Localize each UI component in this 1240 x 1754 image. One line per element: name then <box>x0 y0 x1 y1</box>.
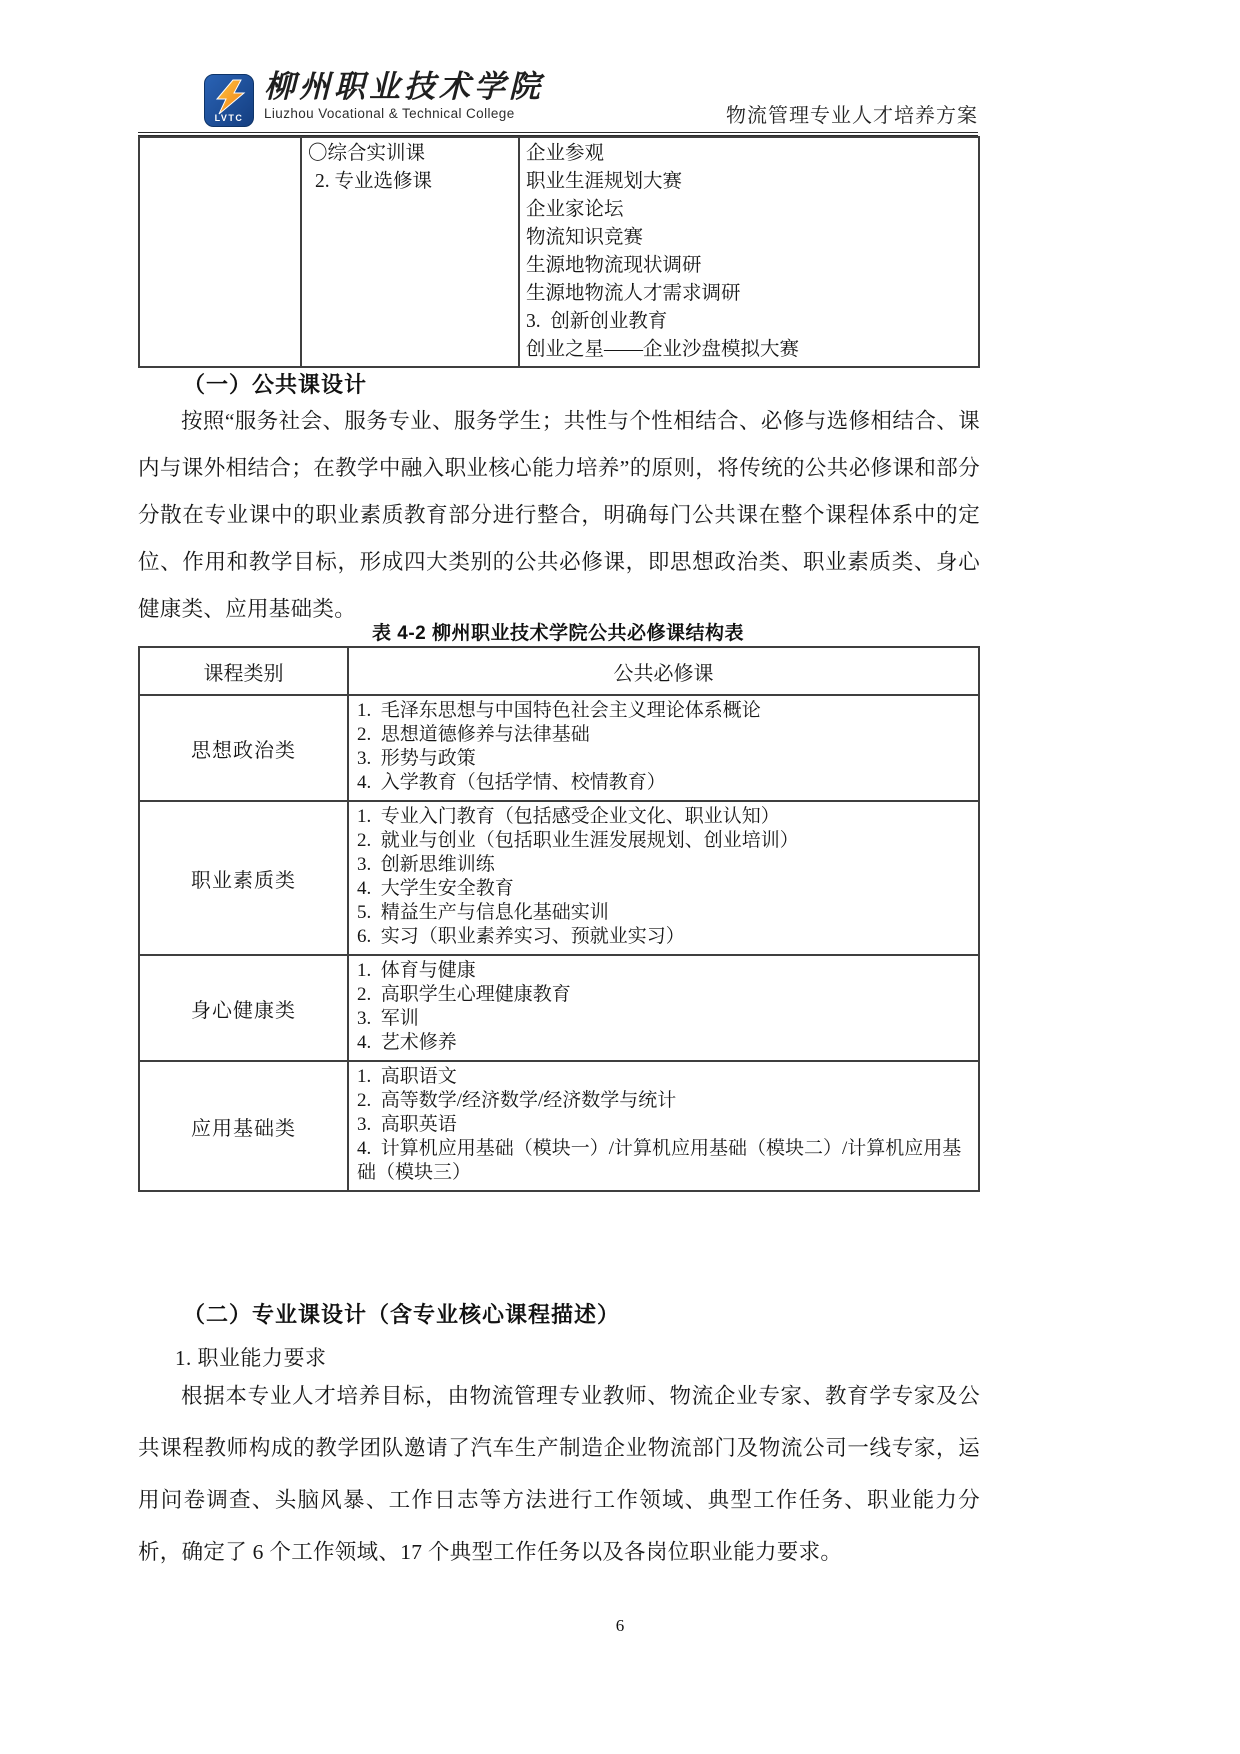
courses-cell <box>348 801 979 955</box>
course-line: 1. 体育与健康 <box>357 960 476 981</box>
table-row <box>139 955 979 1061</box>
table-row <box>139 695 979 801</box>
category-cell: 应用基础类 <box>139 1061 348 1191</box>
course-line: 企业家论坛 <box>526 199 624 220</box>
table-row <box>139 137 979 367</box>
course-line: 企业参观 <box>526 143 605 164</box>
course-line: 3. 创新思维训练 <box>357 854 495 875</box>
college-logo-icon <box>204 74 254 127</box>
category-cell: 思想政治类 <box>139 695 348 801</box>
column-header: 公共必修课 <box>348 647 979 695</box>
course-line: 1. 毛泽东思想与中国特色社会主义理论体系概论 <box>357 700 761 721</box>
course-line: 物流知识竞赛 <box>526 227 644 248</box>
table-row <box>139 1061 979 1191</box>
empty-cell <box>139 137 301 367</box>
course-line: 2. 高等数学/经济数学/经济数学与统计 <box>357 1090 677 1111</box>
category-cell: 身心健康类 <box>139 955 348 1061</box>
courses-cell <box>348 955 979 1061</box>
college-name-en: Liuzhou Vocational & Technical College <box>264 106 515 121</box>
table-row <box>139 801 979 955</box>
section2-paragraph: 根据本专业人才培养目标，由物流管理专业教师、物流企业专家、教育学专家及公共课程教师构成的教学团队邀请了汽车生产制造企业物流部门及物流公司一线专家，运用问卷调查、头脑风暴、工作日志等方法进行工作领域、典型工作任务、职业能力分析，确定了 6 个工作领域、17 个典型工作任务以及各岗位职业能力要求。 <box>138 1384 980 1564</box>
course-line: 3. 军训 <box>357 1008 419 1029</box>
table-header-row <box>139 647 979 695</box>
course-type-line: 2. 专业选修课 <box>315 171 433 192</box>
table42-caption: 表 4-2 柳州职业技术学院公共必修课结构表 <box>371 623 745 644</box>
table42 <box>138 646 980 1192</box>
course-line: 职业生涯规划大赛 <box>526 171 683 192</box>
course-type-line: 〇综合实训课 <box>308 143 426 164</box>
course-line: 5. 精益生产与信息化基础实训 <box>357 902 609 923</box>
course-line: 生源地物流现状调研 <box>526 255 702 276</box>
college-name-block <box>264 70 544 121</box>
column-header: 课程类别 <box>139 647 348 695</box>
courses-cell <box>348 1061 979 1191</box>
course-line: 生源地物流人才需求调研 <box>526 283 741 304</box>
course-list-cell <box>519 137 979 367</box>
course-type-cell <box>301 137 519 367</box>
category-cell: 职业素质类 <box>139 801 348 955</box>
course-line: 1. 专业入门教育（包括感受企业文化、职业认知） <box>357 806 780 827</box>
course-line: 4. 艺术修养 <box>357 1032 457 1053</box>
section1-paragraph: 按照“服务社会、服务专业、服务学生；共性与个性相结合、必修与选修相结合、课内与课外相结合；在教学中融入职业核心能力培养”的原则，将传统的公共必修课和部分分散在专业课中的职业素质教育部分进行整合，明确每门公共课在整个课程体系中的定位、作用和教学目标，形成四大类别的公共必修课，即思想政治类、职业素质类、身心健康类、应用基础类。 <box>138 409 980 621</box>
course-line: 3. 创新创业教育 <box>526 311 668 332</box>
course-line: 4. 计算机应用基础（模块一）/计算机应用基础（模块二）/计算机应用基础（模块三） <box>357 1138 962 1183</box>
section2-heading: （二）专业课设计（含专业核心课程描述） <box>183 1302 621 1327</box>
section1-heading: （一）公共课设计 <box>183 372 368 397</box>
courses-cell <box>348 695 979 801</box>
course-line: 4. 大学生安全教育 <box>357 878 514 899</box>
course-line: 6. 实习（职业素养实习、预就业实习） <box>357 926 685 947</box>
continuation-table <box>138 136 980 368</box>
course-line: 3. 高职英语 <box>357 1114 457 1135</box>
page-number: 6 <box>615 1616 625 1635</box>
course-line: 3. 形势与政策 <box>357 748 476 769</box>
page-header <box>138 70 978 136</box>
college-name-cn: 柳州职业技术学院 <box>264 69 544 104</box>
course-line: 2. 就业与创业（包括职业生涯发展规划、创业培训） <box>357 830 799 851</box>
section2-subheading: 1. 职业能力要求 <box>175 1346 327 1370</box>
course-line: 2. 高职学生心理健康教育 <box>357 984 571 1005</box>
course-line: 创业之星——企业沙盘模拟大赛 <box>526 339 800 360</box>
course-line: 2. 思想道德修养与法律基础 <box>357 724 590 745</box>
svg-text:LVTC: LVTC <box>214 113 244 123</box>
document-title: 物流管理专业人才培养方案 <box>726 105 978 127</box>
course-line: 4. 入学教育（包括学情、校情教育） <box>357 772 666 793</box>
lvtc-logo-icon <box>204 74 254 127</box>
course-line: 1. 高职语文 <box>357 1066 457 1087</box>
